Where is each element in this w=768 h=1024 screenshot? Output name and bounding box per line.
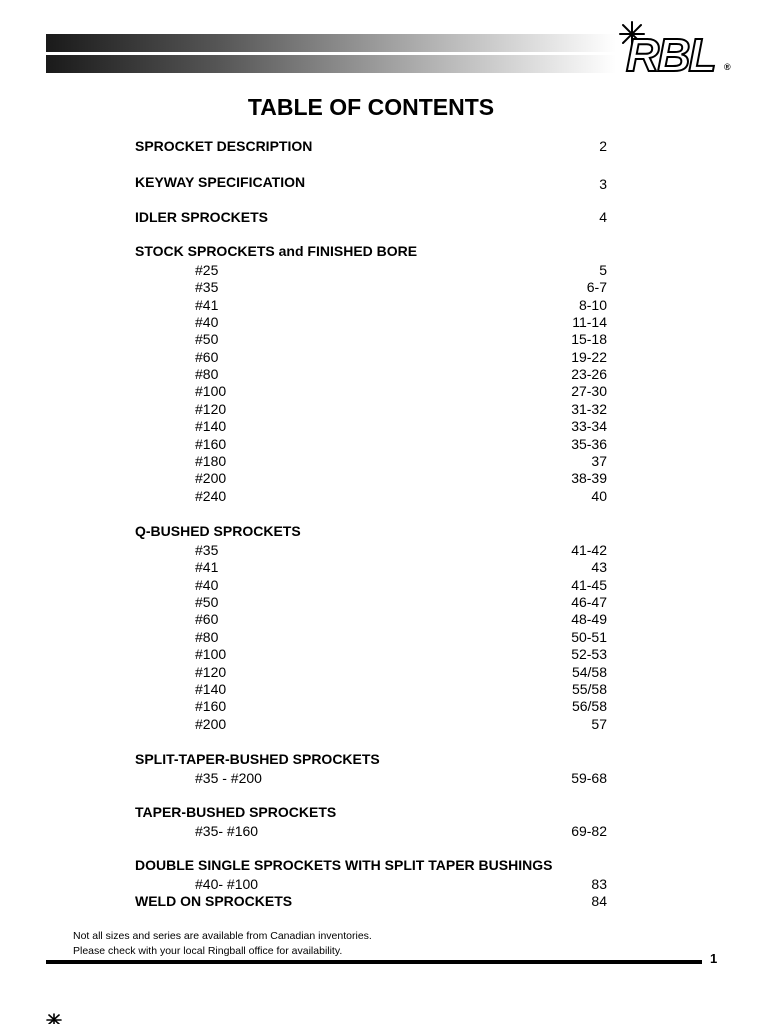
registered-mark: ® [724,62,731,72]
header-gradient-bar-top [46,34,616,52]
toc-item[interactable] [135,593,607,611]
footer-rule [46,960,702,964]
toc-section-label: SPLIT-TAPER-BUSHED SPROCKETS [135,751,380,767]
toc-section-label: DOUBLE SINGLE SPROCKETS WITH SPLIT TAPER BUSHINGS [135,857,553,873]
toc-item-label: #41 [195,559,219,575]
toc-item[interactable] [135,435,607,453]
toc-section[interactable] [135,856,607,874]
toc-page-number: 38-39 [571,470,607,486]
starburst-icon [44,1012,64,1024]
toc-item[interactable] [135,487,607,505]
toc-section[interactable] [135,750,607,768]
toc-item[interactable] [135,610,607,628]
toc-section-label: TAPER-BUSHED SPROCKETS [135,804,337,820]
toc-item[interactable] [135,769,607,787]
toc-page-number: 59-68 [571,770,607,786]
toc-page-number: 54/58 [571,664,607,680]
toc-item[interactable] [135,680,607,698]
toc-page-number: 8-10 [578,297,607,313]
toc-page-number: 5 [599,262,607,278]
toc-page-number: 83 [591,876,607,892]
toc-section[interactable] [135,522,607,540]
toc-page-number: 84 [591,893,607,909]
toc-item[interactable] [135,558,607,576]
header-gradient-bar-bottom [46,55,616,73]
toc-item-label: #140 [195,681,227,697]
toc-page-number: 31-32 [571,401,607,417]
toc-page-number: 27-30 [571,383,607,399]
toc-page-number: 46-47 [571,594,607,610]
logo-text: RBL [626,29,715,81]
page-number: 1 [710,951,718,966]
toc-item-label: #160 [195,698,227,714]
toc-item[interactable] [135,875,607,893]
toc-page-number: 48-49 [571,611,607,627]
toc-item-label: #160 [195,436,227,452]
toc-item[interactable] [135,400,607,418]
toc-page-number: 37 [591,453,607,469]
toc-page-number: 50-51 [571,629,607,645]
toc-page-number: 43 [591,559,607,575]
toc-item-label: #60 [195,611,219,627]
toc-page-number: 41-42 [571,542,607,558]
toc-item-label: #50 [195,594,219,610]
toc-page-number: 2 [599,138,607,154]
toc-page-number: 4 [599,209,607,225]
toc-section-label: Q-BUSHED SPROCKETS [135,523,301,539]
toc-page-number: 55/58 [571,681,607,697]
toc-item[interactable] [135,278,607,296]
toc-item-label: #100 [195,646,227,662]
toc-page-number: 41-45 [571,577,607,593]
toc-section[interactable] [135,242,607,260]
toc-item[interactable] [135,715,607,733]
rbl-logo [618,20,738,81]
toc-item-label: #35- #160 [195,823,259,839]
toc-item-label: #200 [195,470,227,486]
toc-item[interactable] [135,261,607,279]
toc-item[interactable] [135,313,607,331]
toc-page-number: 52-53 [571,646,607,662]
toc-item-label: #100 [195,383,227,399]
toc-page-number: 40 [591,488,607,504]
toc-item[interactable] [135,452,607,470]
toc-page-number: 35-36 [571,436,607,452]
toc-page-number: 19-22 [571,349,607,365]
toc-item[interactable] [135,697,607,715]
toc-item-label: #120 [195,401,227,417]
toc-item[interactable] [135,417,607,435]
toc-section-label: KEYWAY SPECIFICATION [135,174,306,190]
toc-item-label: #35 - #200 [195,770,262,786]
toc-item-label: #240 [195,488,227,504]
toc-item[interactable] [135,541,607,559]
toc-item[interactable] [135,382,607,400]
footnote-line-1: Not all sizes and series are available from Canadian inventories. [73,930,372,942]
toc-item[interactable] [135,822,607,840]
toc-page-number: 69-82 [571,823,607,839]
toc-item[interactable] [135,296,607,314]
toc-item-label: #120 [195,664,227,680]
toc-item-label: #35 [195,279,219,295]
toc-section-label: WELD ON SPROCKETS [135,893,293,909]
toc-item-label: #25 [195,262,219,278]
toc-page-number: 6-7 [586,279,607,295]
page-title: TABLE OF CONTENTS [247,94,495,120]
toc-item[interactable] [135,469,607,487]
toc-section-label: STOCK SPROCKETS and FINISHED BORE [135,243,418,259]
toc-item-label: #50 [195,331,219,347]
toc-item[interactable] [135,663,607,681]
toc-item[interactable] [135,576,607,594]
toc-item-label: #140 [195,418,227,434]
toc-item-label: #41 [195,297,219,313]
toc-page-number: 56/58 [571,698,607,714]
toc-item[interactable] [135,330,607,348]
toc-item-label: #60 [195,349,219,365]
toc-item[interactable] [135,645,607,663]
toc-item-label: #35 [195,542,219,558]
toc-section[interactable] [135,803,607,821]
toc-item-label: #180 [195,453,227,469]
toc-item-label: #40 [195,577,219,593]
toc-page-number: 23-26 [571,366,607,382]
toc-item-label: #200 [195,716,227,732]
footnote-line-2: Please check with your local Ringball office for availability. [73,945,343,957]
toc-section-label: SPROCKET DESCRIPTION [135,138,313,154]
toc-item[interactable] [135,365,607,383]
toc-page-number: 15-18 [571,331,607,347]
toc-page-number: 33-34 [571,418,607,434]
toc-page-number: 11-14 [572,314,607,330]
toc-item[interactable] [135,628,607,646]
toc-section[interactable] [135,892,607,910]
toc-item-label: #40 [195,314,219,330]
toc-section[interactable] [135,137,607,155]
toc-item-label: #40- #100 [195,876,259,892]
toc-page-number: 3 [599,176,607,192]
toc-item[interactable] [135,348,607,366]
toc-section[interactable] [135,173,607,191]
toc-section[interactable] [135,208,607,226]
toc-item-label: #80 [195,629,219,645]
toc-item-label: #80 [195,366,219,382]
toc-section-label: IDLER SPROCKETS [135,209,269,225]
toc-page-number: 57 [591,716,607,732]
